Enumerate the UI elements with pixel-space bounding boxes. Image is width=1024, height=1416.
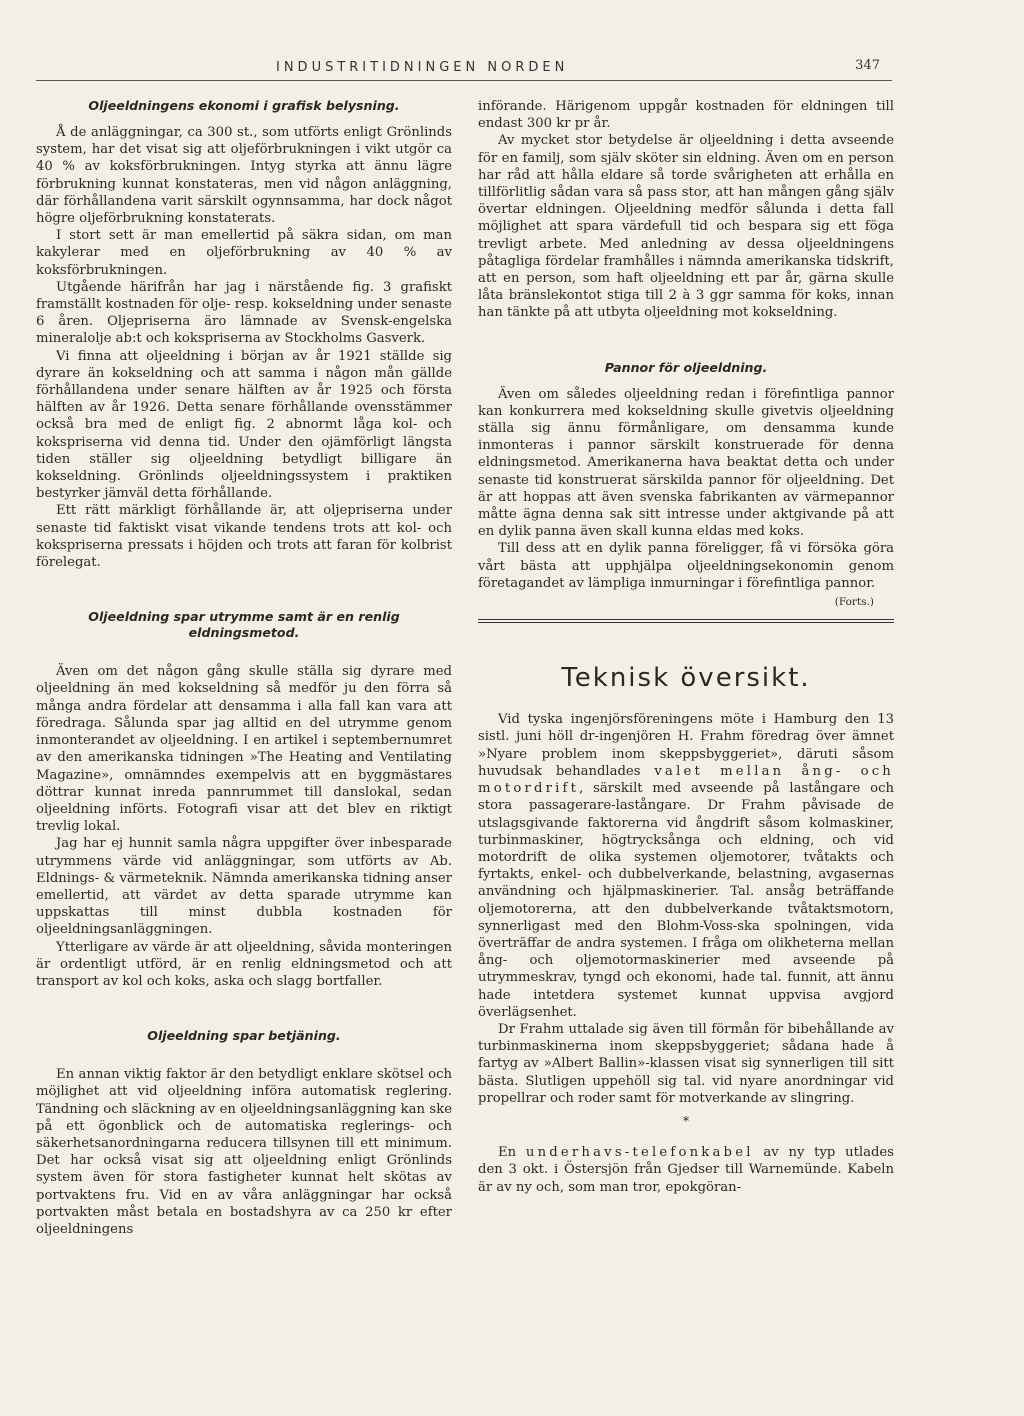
paragraph: Utgående härifrån har jag i närstående fig. 3 grafiskt framställt kostnaden för olje- resp. kokseldning under senaste 6 åren. Oljepriserna äro lämnade av Svensk-engelska mineralolje ab:t och kokspriserna av Stockholms Gasverk. <box>36 279 452 347</box>
heading-boilers: Pannor för oljeeldning. <box>604 359 768 375</box>
emphasis-spaced: underhavs-telefonkabel <box>525 1145 754 1161</box>
heading-saves-service: Oljeeldning spar betjäning. <box>147 1028 341 1044</box>
separator-star: * <box>683 1113 689 1128</box>
paragraph: Vid tyska ingenjörsföreningens möte i Hamburg den 13 sistl. juni höll dr-ingenjören H. Frahm föredrag över ämnet »Nyare problem inom skeppsbyggeriet», däruti såsom huvudsak behandlades valet mellan ång- och motordrift, särskilt med avseende på lastångare och stora passagerare-lastångare. Dr Frahm påvisade de utslagsgivande faktorerna vid ångdrift såsom kolmaskiner, turbinmaskiner, högtrycksånga och eldning, och vid motordrift de olika systemen oljemotorer, tvåtakts och fyrtakts, enkel- och dubbelverkande, belastning, avgasernas användning och hjälpmaskinerier. Tal. ansåg beträffande oljemotorerna, att den dubbelverkande tvåtaktsmotorn, synnerligast med den Blohm-Voss-ska spolningen, vida överträffar de andra systemen. I fråga om olikheterna mellan ång- och oljemotormaskinerier med avseende på utrymmeskrav, tyngd och ekonomi, hade tal. funnit, att ännu hade intetdera systemet kunnat uppvisa avgjord överlägsenhet. <box>478 712 894 1020</box>
paragraph: Ett rätt märkligt förhållande är, att oljepriserna under senaste tid faktiskt visat vikande tendens trots att kol- och kokspriserna pressats i höjden och trots att faran för kolbrist förelegat. <box>36 503 452 571</box>
paragraph: Till dess att en dylik panna föreligger, få vi försöka göra vårt bästa att upphjälpa oljeeldningsekonomin genom företagandet av lämpliga inmurningar i förefintliga pannor. <box>478 541 894 591</box>
section-divider <box>478 619 894 623</box>
paragraph: Dr Frahm uttalade sig även till förmån för bibehållande av turbinmaskinerna inom skeppsbyggeriet; sådana hade å fartyg av »Albert Ballin»-klassen visat sig synnerligen till sitt bästa. Slutligen uppehöll sig tal. vid nyare anordningar vid propellrar och roder samt för motverkande av slingring. <box>478 1021 894 1106</box>
paragraph: Vi finna att oljeeldning i början av år 1921 ställde sig dyrare än kokseldning och att samma i någon mån gällde förhållandena under senare hälften av år 1925 och första hälften av år 1926. Detta senare förhållande ovensstämmer också bra med de enligt fig. 2 abnormt låga kol- och kokspriserna vid denna tid. Under den ojämförligt längsta tiden ställer sig oljeeldning betydligt billigare än kokseldning. Grönlinds oljeeldningssystem i praktiken bestyrker jämväl detta förhållande. <box>36 348 452 502</box>
paragraph: Jag har ej hunnit samla några uppgifter över inbesparade utrymmens värde vid anläggningar, som utförts av Ab. Eldnings- & värmeteknik. Nämnda amerikanska tidning anser emellertid, att värdet av detta sparade utrymme kan uppskattas till minst dubbla kostnaden för oljeeldningsanläggningen. <box>36 836 452 938</box>
paragraph: införande. Härigenom uppgår kostnaden för eldningen till endast 300 kr pr år. <box>478 99 894 132</box>
running-header <box>36 60 892 86</box>
paragraph: Ytterligare av värde är att oljeeldning, såvida monteringen är ordentligt utförd, är en renlig eldningsmetod och att transport av kol och koks, aska och slagg bortfaller. <box>36 939 452 989</box>
right-column <box>478 98 894 1196</box>
paragraph: Även om det någon gång skulle ställa sig dyrare med oljeeldning än med kokseldning så medför ju den förra så många andra fördelar att densamma i alla fall kan vara att föredraga. Sålunda spar jag alltid en del utrymme genom inmonterandet av oljeeldning. I en artikel i septembernumret av den amerikanska tidningen »The Heating and Ventilating Magazine», omnämndes exempelvis att en byggmästares döttrar kunnat inreda pannrummet till danslokal, sedan oljeeldning införts. Fotografi visar att det blev en riktigt trevlig lokal. <box>36 664 452 835</box>
heading-oil-economy: Oljeeldningens ekonomi i grafisk belysning. <box>88 98 400 113</box>
continued-note: (Forts.) <box>834 596 874 609</box>
journal-title: INDUSTRITIDNINGEN NORDEN <box>276 60 569 75</box>
paragraph: Av mycket stor betydelse är oljeeldning i detta avseende för en familj, som själv sköter sin eldning. Även om en person har råd att hålla eldare så torde svårigheten att erhålla en tillförlitlig sådan vara så pass stor, att han mången gång själv övertar eldningen. Oljeeldning medför sålunda i detta fall möjlighet att spara värdefull tid och bespara sig ett föga trevligt arbete. Med anledning av dessa oljeeldningens påtagliga fördelar framhålles i nämnda amerikanska tidskrift, att en person, som haft oljeeldning ett par år, gärna skulle låta bränslekontot stiga till 2 à 3 ggr samma för koks, innan han tänkte på att utbyta oljeeldning mot kokseldning. <box>478 133 894 321</box>
page-number: 347 <box>855 58 880 73</box>
section-title: Teknisk översikt. <box>561 663 811 694</box>
paragraph: Även om således oljeeldning redan i förefintliga pannor kan konkurrera med kokseldning skulle givetvis oljeeldning ställa sig ännu förmånligare, om densamma kunde inmonteras i pannor särskilt konstruerade för denna eldningsmetod. Amerikanerna hava beaktat detta och under senaste tid konstruerat särskilda pannor för oljeeldning. Det är att hoppas att även svenska fabrikanten av värmepannor måtte ägna denna sak sitt intresse under aktgivande på att en dylik panna även skall kunna eldas med koks. <box>478 386 894 540</box>
paragraph: En underhavs-telefonkabel av ny typ utlades den 3 okt. i Östersjön från Gjedser till Warnemünde. Kabeln är av ny och, som man tror, epokgöran- <box>478 1145 895 1195</box>
header-rule <box>36 80 892 81</box>
heading-saves-space: Oljeeldning spar utrymme samt är en renlig eldningsmetod. <box>88 609 400 641</box>
emphasis-spaced: valet mellan ång- och motordrift <box>478 763 894 797</box>
paragraph: Å de anläggningar, ca 300 st., som utförts enligt Grönlinds system, har det visat sig att oljeförbrukningen i vikt utgör ca 40 % av koksförbrukningen. Intyg styrka att ännu lägre förbrukning kunnat konstateras, men vid någon anläggning, där förhållandena varit särskilt ogynnsamma, har dock något högre oljeförbrukning konstaterats. <box>36 125 452 227</box>
paragraph: I stort sett är man emellertid på säkra sidan, om man kakylerar med en oljeförbrukning av 40 % av koksförbrukningen. <box>36 228 452 278</box>
paragraph: En annan viktig faktor är den betydligt enklare skötsel och möjlighet att vid oljeeldning införa automatisk reglering. Tändning och släckning av en oljeeldningsanläggning kan ske på ett ögonblick och de automatiska reglerings- och säkerhetsanordningarna reducera tillsynen till ett minimum. Det har också visat sig att oljeeldning enligt Grönlinds system även för stora fastigheter kunnat helt skötas av portvaktens fru. Vid en av våra anläggningar har också portvakten måst betala en bostadshyra av ca 250 kr efter oljeeldningens <box>36 1067 452 1237</box>
left-column <box>36 98 452 1238</box>
